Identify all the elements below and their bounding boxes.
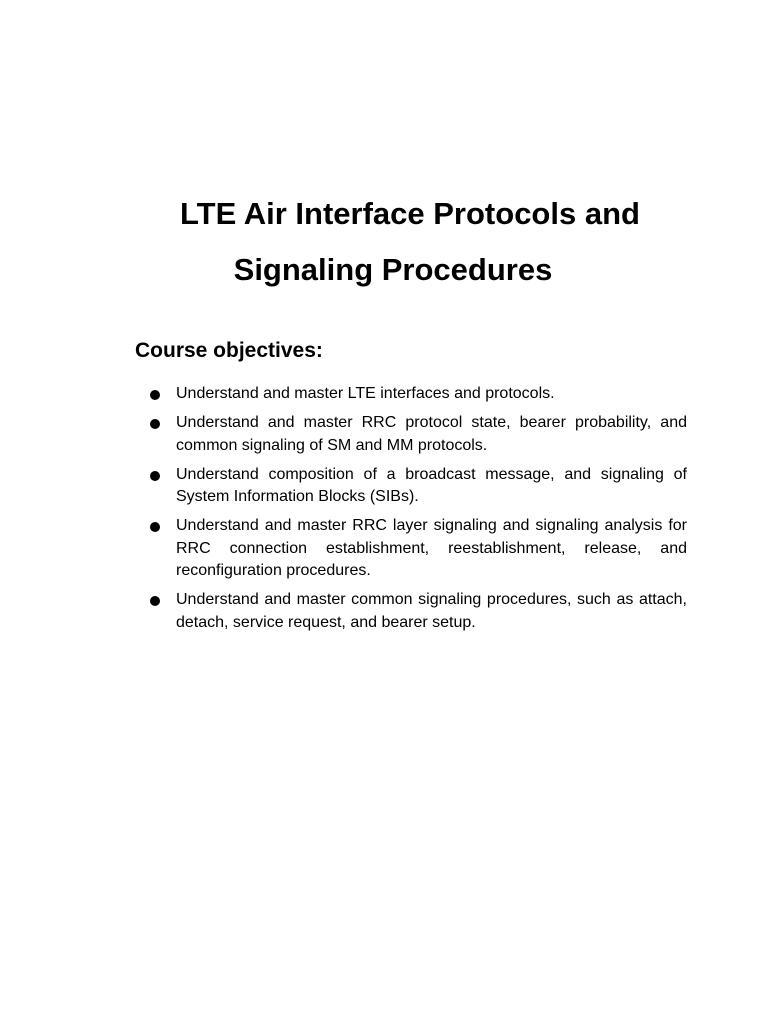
bullet-icon	[150, 419, 160, 429]
objective-item	[176, 515, 687, 583]
bullet-icon	[150, 390, 160, 400]
objective-text: Understand composition of a broadcast message, and signaling of System Information Blocks (SIBs).	[176, 465, 687, 505]
objective-text: Understand and master common signaling procedures, such as attach, detach, service request, and bearer setup.	[176, 591, 687, 631]
page-title-line-2: Signaling Procedures	[233, 252, 553, 287]
course-objectives-list	[176, 383, 687, 641]
objective-item	[176, 464, 687, 509]
bullet-icon	[150, 471, 160, 481]
objective-item	[176, 383, 687, 406]
objective-item	[176, 412, 687, 457]
objective-text: Understand and master LTE interfaces and protocols.	[176, 385, 555, 402]
bullet-icon	[150, 522, 160, 532]
course-objectives-heading: Course objectives:	[135, 339, 323, 362]
objective-item	[176, 589, 687, 634]
bullet-icon	[150, 596, 160, 606]
objective-text: Understand and master RRC layer signaling and signaling analysis for RRC connection establishment, reestablishment, release, and reconfiguration procedures.	[176, 517, 687, 579]
page-title-line-1: LTE Air Interface Protocols and	[180, 196, 640, 231]
objective-text: Understand and master RRC protocol state, bearer probability, and common signaling of SM and MM protocols.	[176, 414, 687, 454]
page-title	[120, 186, 700, 298]
